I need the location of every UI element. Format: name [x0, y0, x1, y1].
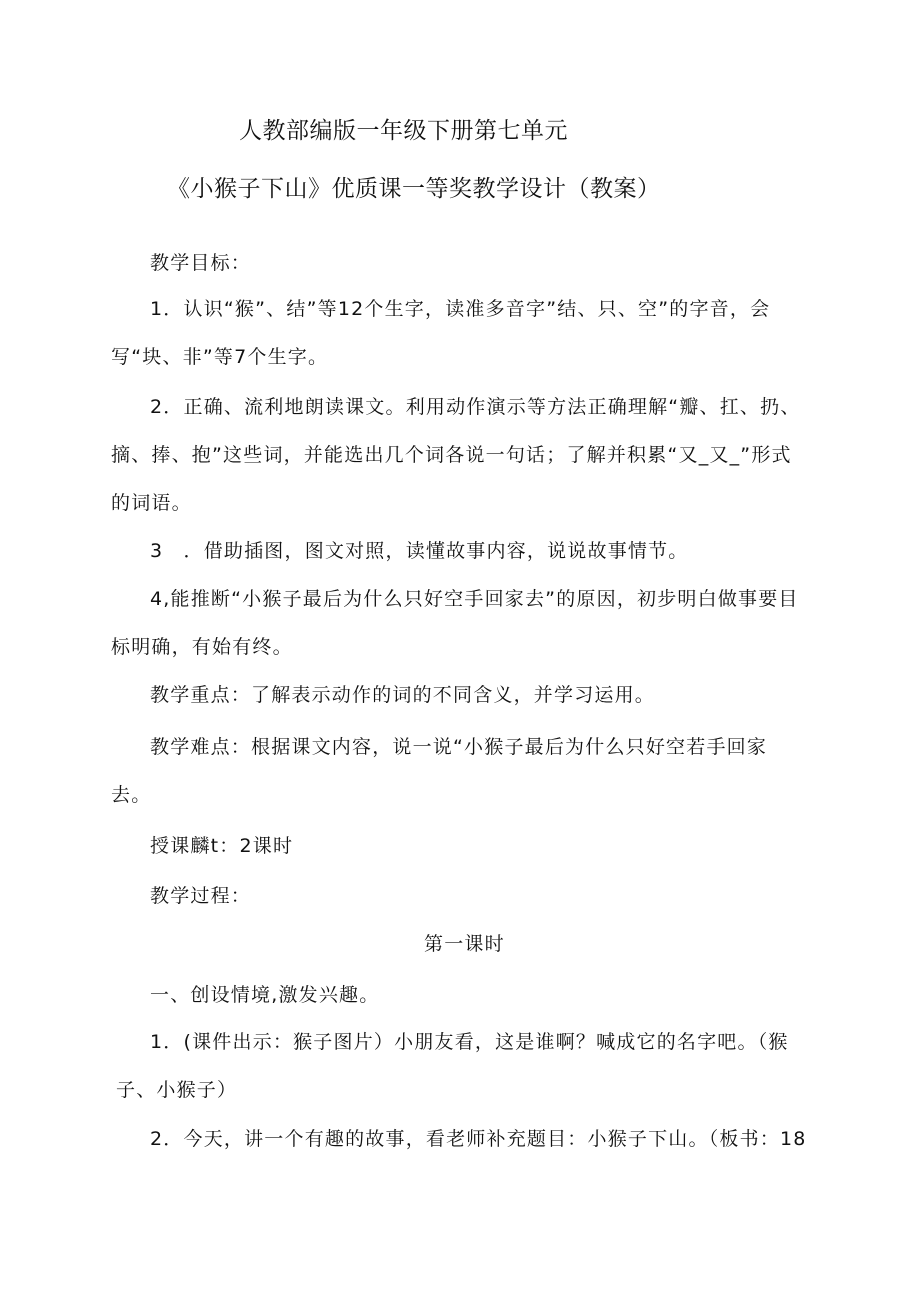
- objective-2-line-3: 的词语。: [111, 492, 192, 514]
- objective-4-line-1: 4,能推断“小猴子最后为什么只好空手回家去”的原因，初步明白做事要目: [150, 588, 799, 610]
- step-1-line-2: 子、小猴子）: [116, 1079, 238, 1101]
- objective-1-line-2: 写“块、非”等7个生字。: [111, 346, 329, 368]
- difficulty-line-2: 去。: [111, 784, 152, 806]
- teaching-duration: 授课麟t：2课时: [150, 835, 294, 857]
- section-1-heading: 一、创设情境,激发兴趣。: [150, 984, 380, 1006]
- objective-3-line-1: 3 ．借助插图，图文对照，读懂故事内容，说说故事情节。: [150, 540, 689, 562]
- objective-1-line-1: 1．认识“猴”、结”等12个生字，读准多音字”结、只、空”的字音，会: [150, 298, 771, 320]
- objective-2-line-2: 摘、捧、抱”这些词，并能选出几个词各说一句话；了解并积累“又_又_”形式: [111, 444, 792, 466]
- objective-2-line-1: 2．正确、流利地朗读课文。利用动作演示等方法正确理解“瓣、扛、扔、: [150, 396, 801, 418]
- process-heading: 教学过程：: [150, 885, 252, 907]
- document-title-line-1: 人教部编版一年级下册第七单元: [239, 117, 568, 143]
- step-1-line-1: 1．(课件出示：猴子图片）小朋友看，这是谁啊？喊成它的名字吧。（猴: [150, 1031, 789, 1053]
- step-2-line-1: 2．今天，讲一个有趣的故事，看老师补充题目：小猴子下山。（板书：18: [150, 1128, 807, 1150]
- key-point: 教学重点：了解表示动作的词的不同含义，并学习运用。: [150, 684, 656, 706]
- objectives-heading: 教学目标：: [150, 252, 252, 274]
- difficulty-line-1: 教学难点：根据课文内容，说一说“小猴子最后为什么只好空若手回家: [150, 736, 768, 758]
- objective-4-line-2: 标明确，有始有终。: [111, 636, 293, 658]
- document-title-line-2: 《小猴子下山》优质课一等奖教学设计（教案）: [167, 175, 661, 201]
- lesson-heading: 第一课时: [424, 933, 505, 955]
